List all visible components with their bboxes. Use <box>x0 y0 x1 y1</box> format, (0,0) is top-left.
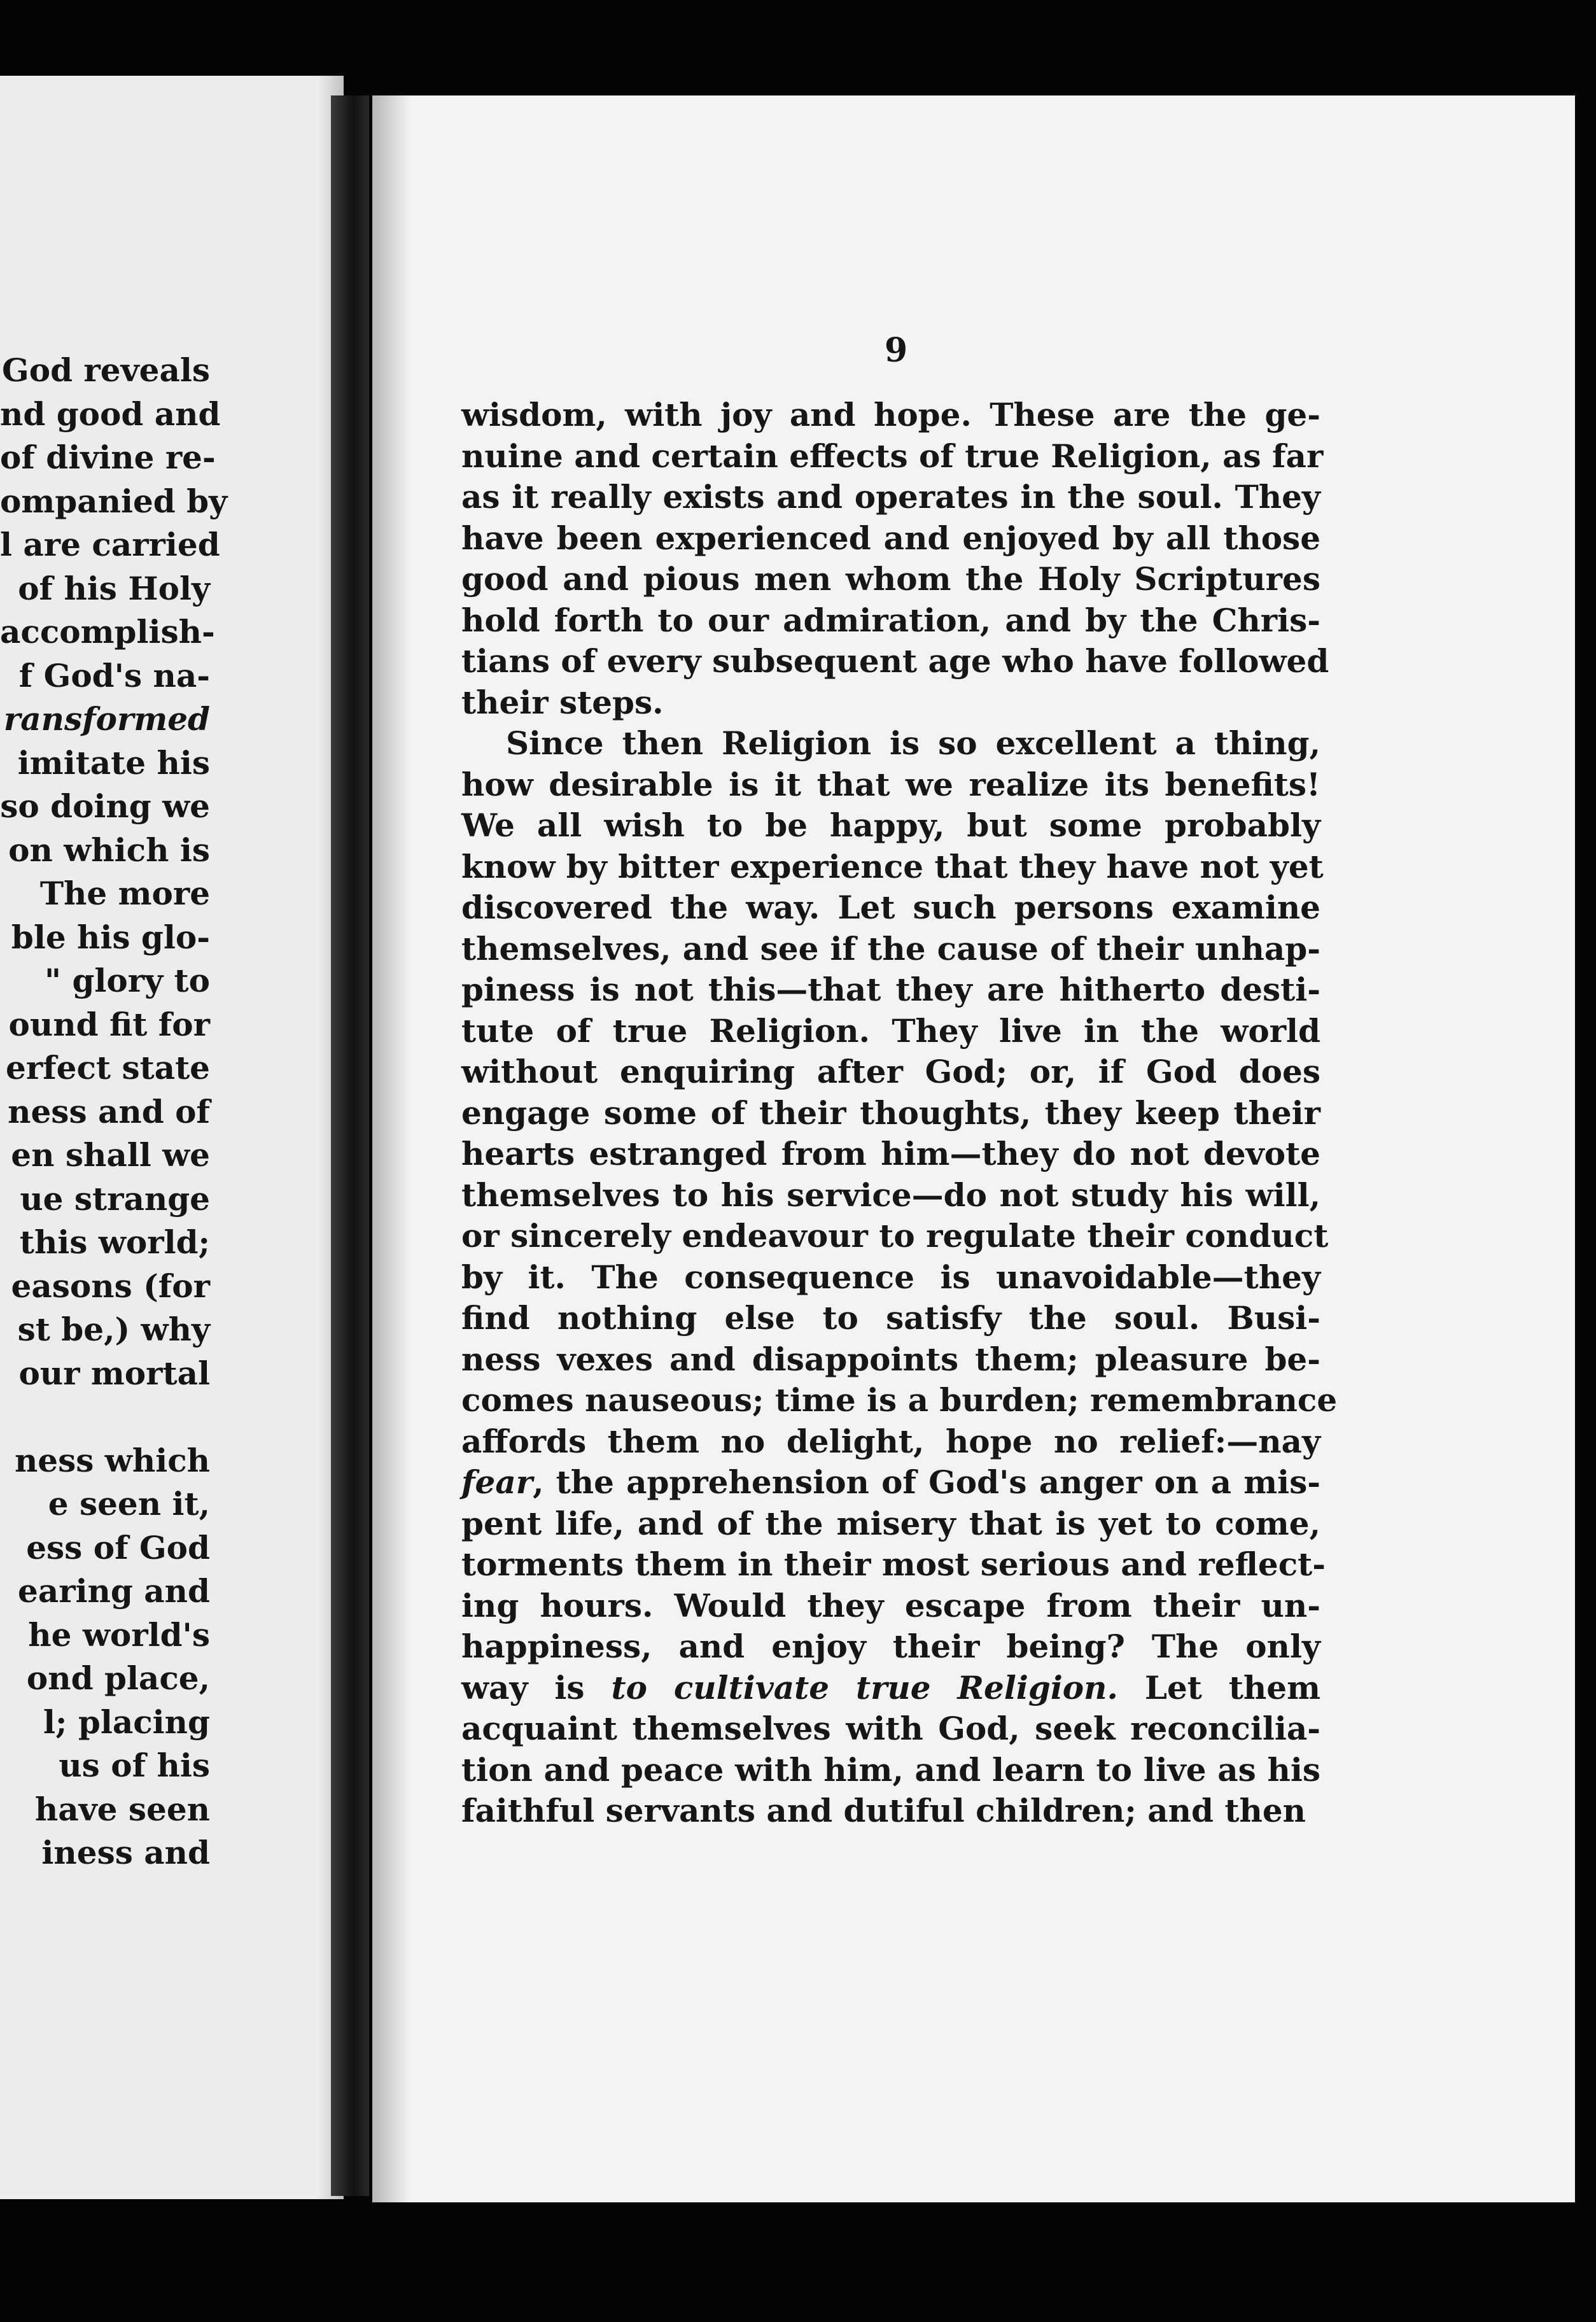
body-line: by it. The consequence is unavoidable—they <box>461 1258 1320 1296</box>
body-line: find nothing else to satisfy the soul. Busi- <box>461 1299 1320 1337</box>
left-line: us of his <box>59 1747 210 1784</box>
body-line: Since then Religion is so excellent a thing, <box>506 724 1320 762</box>
body-line-italic: to cultivate true Religion. <box>611 1668 1118 1706</box>
body-line: piness is not this—that they are hitherto desti- <box>461 971 1320 1008</box>
body-line: or sincerely endeavour to regulate their conduct <box>461 1217 1329 1255</box>
left-line: so doing we <box>0 787 210 825</box>
body-line: tion and peace with him, and learn to live as his <box>461 1750 1320 1789</box>
left-line: ble his glo- <box>11 918 210 956</box>
body-line: tians of every subsequent age who have followed <box>461 642 1329 680</box>
left-line: ue strange <box>20 1179 210 1218</box>
body-line: themselves, and see if the cause of their unhap- <box>461 929 1320 968</box>
body-line: good and pious men whom the Holy Scriptures <box>461 560 1320 598</box>
body-line: torments them in their most serious and reflect- <box>461 1545 1326 1583</box>
right-page-body-text <box>461 395 1338 1832</box>
body-line: wisdom, with joy and hope. These are the ge- <box>461 396 1320 433</box>
body-line: know by bitter experience that they have not yet <box>461 847 1324 885</box>
left-line: this world; <box>19 1223 210 1261</box>
body-line: discovered the way. Let such persons examine <box>461 889 1320 926</box>
left-line: e seen it, <box>48 1485 210 1523</box>
body-line: engage some of their thoughts, they keep their <box>461 1094 1320 1132</box>
left-line: God reveals <box>2 351 210 389</box>
body-line: pent life, and of the misery that is yet to come, <box>461 1504 1320 1542</box>
left-line: en shall we <box>11 1136 210 1174</box>
body-line: as it really exists and operates in the soul. They <box>461 478 1320 516</box>
left-line: ompanied by <box>0 482 228 520</box>
left-line: our mortal <box>18 1354 210 1392</box>
body-line: comes nauseous; time is a burden; remembrance <box>461 1381 1338 1419</box>
left-line: ransformed <box>3 700 210 738</box>
left-line: nd good and <box>0 395 221 433</box>
left-line: st be,) why <box>17 1311 210 1348</box>
body-line: have been experienced and enjoyed by all those <box>461 519 1320 557</box>
left-page-text <box>0 349 228 1875</box>
left-line: l; placing <box>43 1703 210 1741</box>
body-line: happiness, and enjoy their being? The only <box>461 1628 1320 1665</box>
body-line: ness vexes and disappoints them; pleasure be- <box>461 1340 1320 1378</box>
body-line-segment: way is <box>461 1668 612 1706</box>
left-line: have seen <box>34 1790 210 1828</box>
body-line: We all wish to be happy, but some probably <box>461 806 1320 844</box>
right-page-inner-shadow <box>372 95 410 2202</box>
left-line: erfect state <box>6 1049 210 1087</box>
left-line: imitate his <box>17 743 210 782</box>
body-line <box>461 1668 1320 1709</box>
left-text-gap <box>0 1395 210 1439</box>
body-line: tute of true Religion. They live in the world <box>461 1011 1320 1050</box>
left-line: ess of God <box>26 1528 210 1566</box>
left-line: " glory to <box>44 962 210 999</box>
left-line: ness and of <box>8 1092 210 1130</box>
book-gutter <box>331 95 369 2196</box>
page-number: 9 <box>885 331 908 370</box>
body-line: without enquiring after God; or, if God does <box>461 1053 1320 1090</box>
body-line: ing hours. Would they escape from their un- <box>461 1586 1320 1624</box>
left-line: ound fit for <box>8 1005 210 1043</box>
body-line: nuine and certain effects of true Religion, as far <box>461 437 1324 475</box>
left-line: he world's <box>28 1615 210 1654</box>
body-line: hearts estranged from him—they do not devote <box>461 1135 1320 1172</box>
body-line: themselves to his service—do not study his will, <box>461 1176 1320 1214</box>
left-line: on which is <box>8 831 210 869</box>
body-line: affords them no delight, hope no relief:—nay <box>461 1422 1320 1460</box>
left-line: accomplish- <box>0 613 215 651</box>
body-line: hold forth to our admiration, and by the Chris- <box>461 601 1320 639</box>
left-line: of his Holy <box>18 569 210 607</box>
body-line: acquaint themselves with God, seek reconcilia- <box>461 1710 1320 1747</box>
body-line: faithful servants and dutiful children; and then <box>461 1792 1306 1829</box>
left-line: l are carried <box>0 526 220 563</box>
body-line: their steps. <box>461 683 664 721</box>
body-line-italic: fear <box>461 1463 533 1501</box>
body-line: how desirable is it that we realize its benefits! <box>461 765 1320 803</box>
left-line: easons (for <box>11 1267 210 1305</box>
left-line: ness which <box>14 1441 210 1479</box>
left-line: of divine re- <box>0 439 216 476</box>
left-line: The more <box>39 875 210 912</box>
body-line-segment: Let them <box>1117 1668 1320 1706</box>
left-line: earing and <box>18 1572 210 1610</box>
body-line-segment: , the apprehension of God's anger on a mis- <box>533 1463 1320 1501</box>
left-line: f God's na- <box>18 656 210 694</box>
left-line: ond place, <box>26 1659 210 1697</box>
left-line: iness and <box>41 1834 210 1871</box>
body-line <box>461 1462 1320 1503</box>
